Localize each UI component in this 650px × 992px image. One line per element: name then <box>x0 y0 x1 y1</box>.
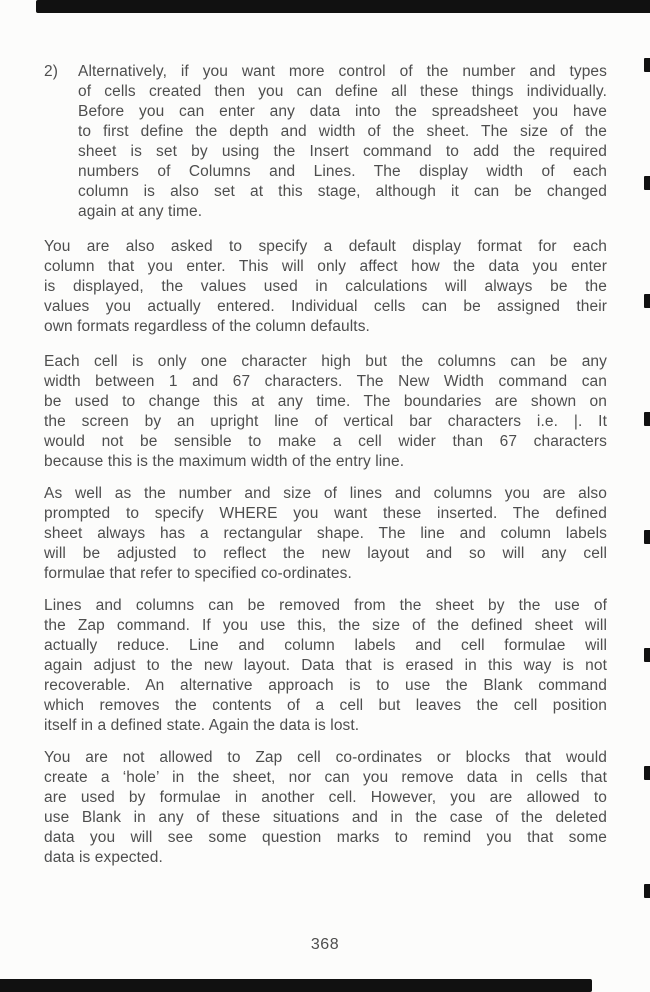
text-line: Each cell is only one character high but the columns can be any <box>44 353 607 370</box>
page-number: 368 <box>310 936 340 953</box>
text-line: of cells created then you can define all these things individually. <box>78 83 607 100</box>
text-line: would not be sensible to make a cell wider than 67 characters <box>44 433 607 450</box>
text-line: formulae that refer to specified co-ordinates. <box>44 565 352 582</box>
text-line: data is expected. <box>44 849 163 866</box>
scan-artifact-bottom-bar <box>0 979 592 992</box>
text-line: Before you can enter any data into the spreadsheet you have <box>78 103 607 120</box>
scan-artifact-edge-mark <box>644 648 650 662</box>
scan-artifact-edge-mark <box>644 176 650 190</box>
scan-artifact-edge-mark <box>644 58 650 72</box>
text-line: the Zap command. If you use this, the size of the defined sheet will <box>44 617 607 634</box>
text-line: prompted to specify WHERE you want these inserted. The defined <box>44 505 607 522</box>
text-line: own formats regardless of the column defaults. <box>44 318 370 335</box>
scan-artifact-edge-mark <box>644 884 650 898</box>
text-line: are used by formulae in another cell. However, you are allowed to <box>44 789 607 806</box>
text-line: the screen by an upright line of vertical bar characters i.e. |. It <box>44 413 607 430</box>
text-line: column is also set at this stage, although it can be changed <box>78 183 607 200</box>
text-line: numbers of Columns and Lines. The display width of each <box>78 163 607 180</box>
paragraph <box>44 484 607 584</box>
text-line: will be adjusted to reflect the new layout and so will any cell <box>44 545 607 562</box>
text-line: width between 1 and 67 characters. The New Width command can <box>44 373 607 390</box>
text-line: sheet is set by using the Insert command to add the required <box>78 143 607 160</box>
text-line: recoverable. An alternative approach is to use the Blank command <box>44 677 607 694</box>
text-line: create a ‘hole’ in the sheet, nor can you remove data in cells that <box>44 769 607 786</box>
text-line: You are not allowed to Zap cell co-ordinates or blocks that would <box>44 749 607 766</box>
scan-artifact-edge-mark <box>644 412 650 426</box>
text-line: itself in a defined state. Again the data is lost. <box>44 717 360 734</box>
text-block <box>44 62 607 880</box>
numbered-list-item <box>44 62 607 222</box>
text-line: again at any time. <box>78 203 203 220</box>
text-line: You are also asked to specify a default display format for each <box>44 238 607 255</box>
text-line: Lines and columns can be removed from the sheet by the use of <box>44 597 607 614</box>
paragraph <box>44 748 607 868</box>
text-line: Alternatively, if you want more control of the number and types <box>78 63 607 80</box>
scan-artifact-top-bar <box>36 0 650 13</box>
text-line: be used to change this at any time. The boundaries are shown on <box>44 393 607 410</box>
text-line: again adjust to the new layout. Data that is erased in this way is not <box>44 657 607 674</box>
paragraph <box>44 596 607 736</box>
text-line: is displayed, the values used in calculations will always be the <box>44 278 607 295</box>
list-marker: 2) <box>44 63 58 80</box>
paragraph <box>44 237 607 337</box>
scan-artifact-edge-mark <box>644 530 650 544</box>
text-line: column that you enter. This will only affect how the data you enter <box>44 258 607 275</box>
scan-artifact-edge-mark <box>644 766 650 780</box>
scan-artifact-edge-mark <box>644 294 650 308</box>
text-line: values you actually entered. Individual cells can be assigned their <box>44 298 607 315</box>
text-line: because this is the maximum width of the entry line. <box>44 453 405 470</box>
text-line: which removes the contents of a cell but leaves the cell position <box>44 697 607 714</box>
text-line: use Blank in any of these situations and in the case of the deleted <box>44 809 607 826</box>
text-line: As well as the number and size of lines and columns you are also <box>44 485 607 502</box>
text-line: to first define the depth and width of the sheet. The size of the <box>78 123 607 140</box>
text-line: data you will see some question marks to remind you that some <box>44 829 607 846</box>
paragraph <box>44 352 607 472</box>
text-line: sheet always has a rectangular shape. The line and column labels <box>44 525 607 542</box>
text-line: actually reduce. Line and column labels and cell formulae will <box>44 637 607 654</box>
